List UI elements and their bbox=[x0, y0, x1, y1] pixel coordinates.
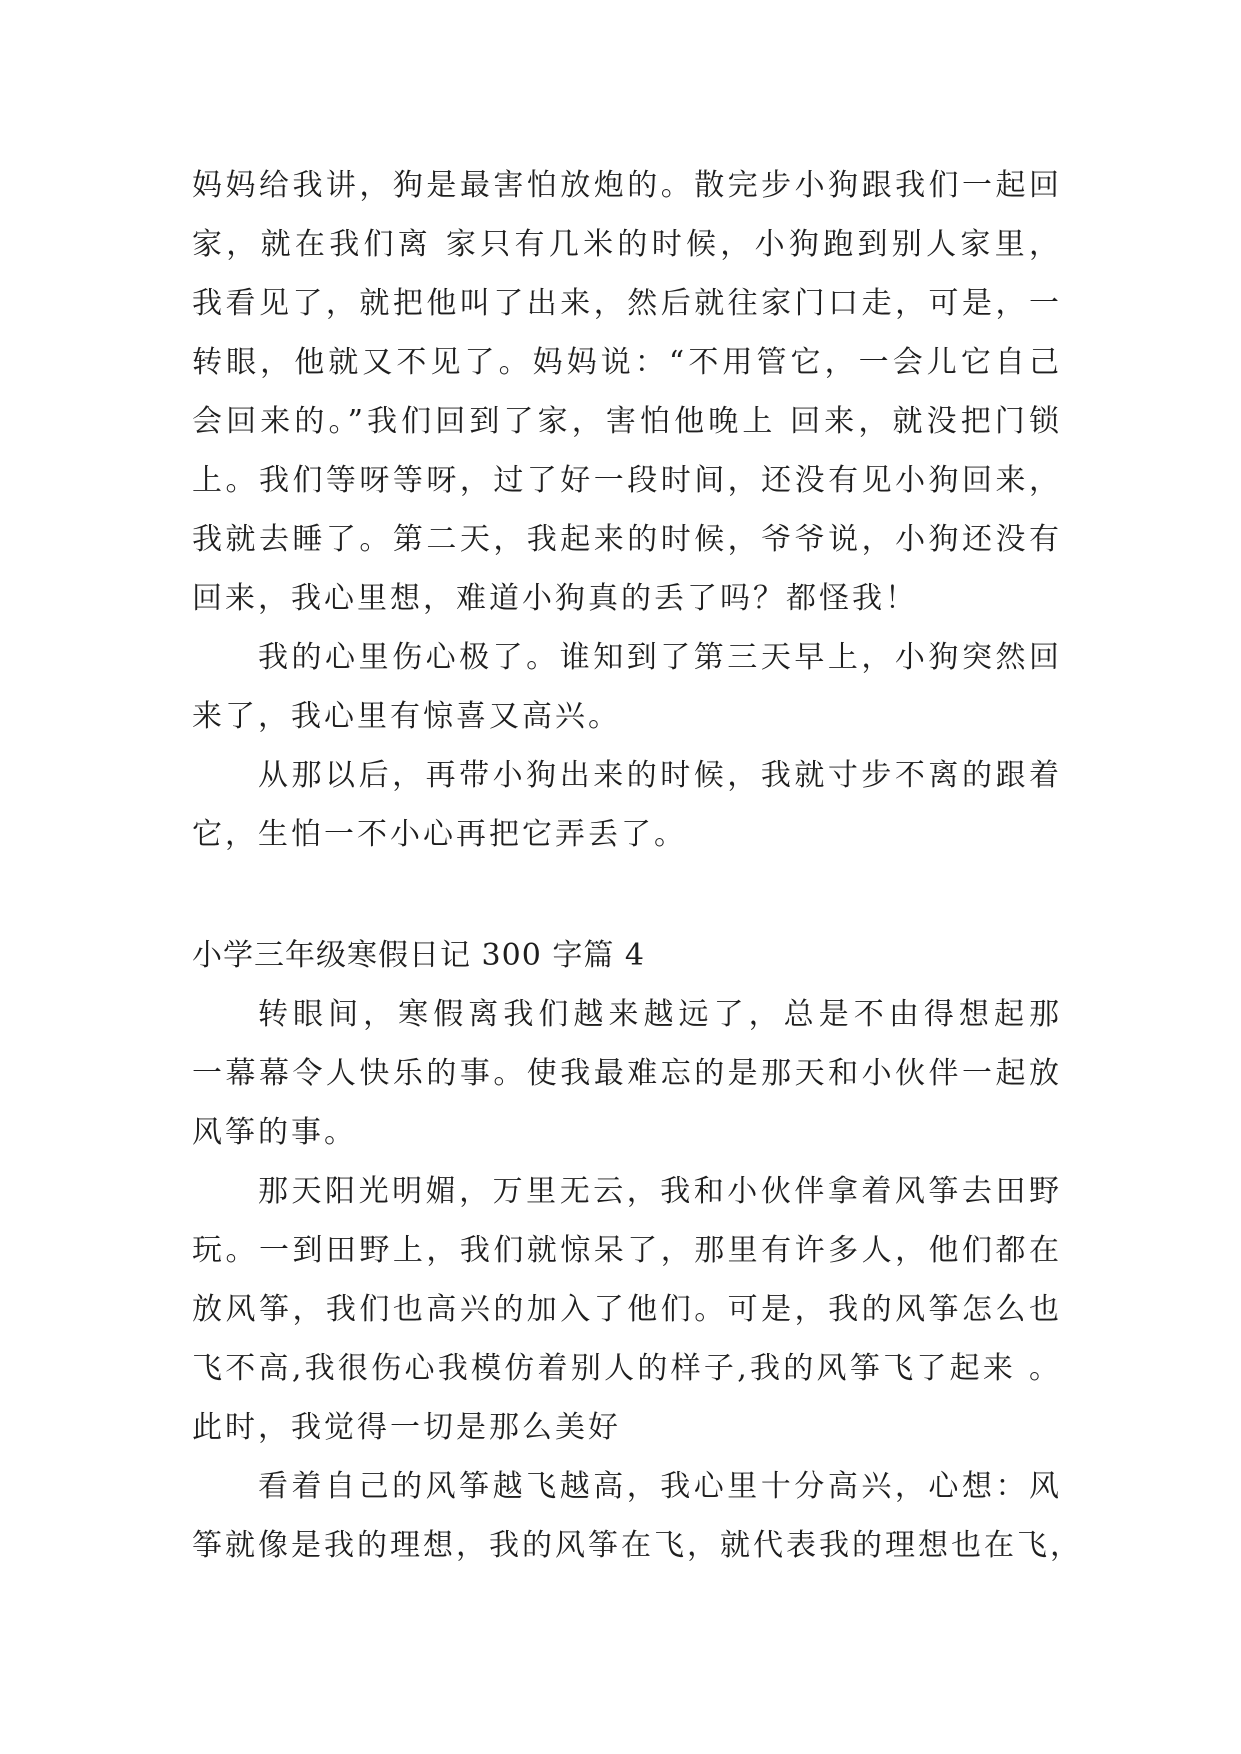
text-line: 风筝的事。 bbox=[192, 1115, 357, 1150]
text-line: 筝就像是我的理想，我的风筝在飞，就代表我的理想也在飞， bbox=[192, 1528, 1083, 1563]
paragraph-winter-memory bbox=[192, 985, 1062, 1162]
text-line: 此时，我觉得一切是那么美好 bbox=[192, 1410, 621, 1445]
text-line: 飞不高,我很伤心我模仿着别人的样子,我的风筝飞了起来 。 bbox=[192, 1351, 1062, 1386]
paragraph-dog-returns bbox=[192, 628, 1062, 746]
text-line: 它，生怕一不小心再把它弄丢了。 bbox=[192, 817, 687, 852]
text-line: 转眼间，寒假离我们越来越远了，总是不由得想起那 bbox=[258, 997, 1062, 1032]
text-line: 转眼，他就又不见了。妈妈说：“不用管它，一会儿它自己 bbox=[192, 345, 1062, 380]
section-heading: 小学三年级寒假日记 300 字篇 4 bbox=[192, 938, 645, 973]
text-line: 从那以后，再带小狗出来的时候，我就寸步不离的跟着 bbox=[258, 758, 1062, 793]
text-line: 一幕幕令人快乐的事。使我最难忘的是那天和小伙伴一起放 bbox=[192, 1056, 1062, 1091]
paragraph-kite-dream bbox=[192, 1457, 1083, 1575]
text-line: 看着自己的风筝越飞越高，我心里十分高兴，心想：风 bbox=[258, 1469, 1062, 1504]
text-line: 家，就在我们离 家只有几米的时候，小狗跑到别人家里， bbox=[192, 227, 1062, 262]
text-line: 那天阳光明媚，万里无云，我和小伙伴拿着风筝去田野 bbox=[258, 1174, 1062, 1209]
text-line: 玩。一到田野上，我们就惊呆了，那里有许多人，他们都在 bbox=[192, 1233, 1062, 1268]
document-body bbox=[192, 156, 1083, 1575]
text-line: 我的心里伤心极了。谁知到了第三天早上，小狗突然回 bbox=[258, 640, 1062, 675]
paragraph-flying-kite bbox=[192, 1162, 1062, 1457]
text-line: 放风筝，我们也高兴的加入了他们。可是，我的风筝怎么也 bbox=[192, 1292, 1062, 1327]
paragraph-dog-lost bbox=[192, 156, 1062, 628]
text-line: 上。我们等呀等呀，过了好一段时间，还没有见小狗回来， bbox=[192, 463, 1062, 498]
text-line: 我看见了，就把他叫了出来，然后就往家门口走，可是，一 bbox=[192, 286, 1062, 321]
text-line: 我就去睡了。第二天，我起来的时候，爷爷说，小狗还没有 bbox=[192, 522, 1062, 557]
text-line: 妈妈给我讲，狗是最害怕放炮的。散完步小狗跟我们一起回 bbox=[192, 168, 1062, 203]
paragraph-never-leave bbox=[192, 746, 1062, 864]
text-line: 会回来的。”我们回到了家，害怕他晚上 回来，就没把门锁 bbox=[192, 404, 1062, 439]
text-line: 来了，我心里有惊喜又高兴。 bbox=[192, 699, 621, 734]
text-line: 回来，我心里想，难道小狗真的丢了吗？都怪我！ bbox=[192, 581, 918, 616]
